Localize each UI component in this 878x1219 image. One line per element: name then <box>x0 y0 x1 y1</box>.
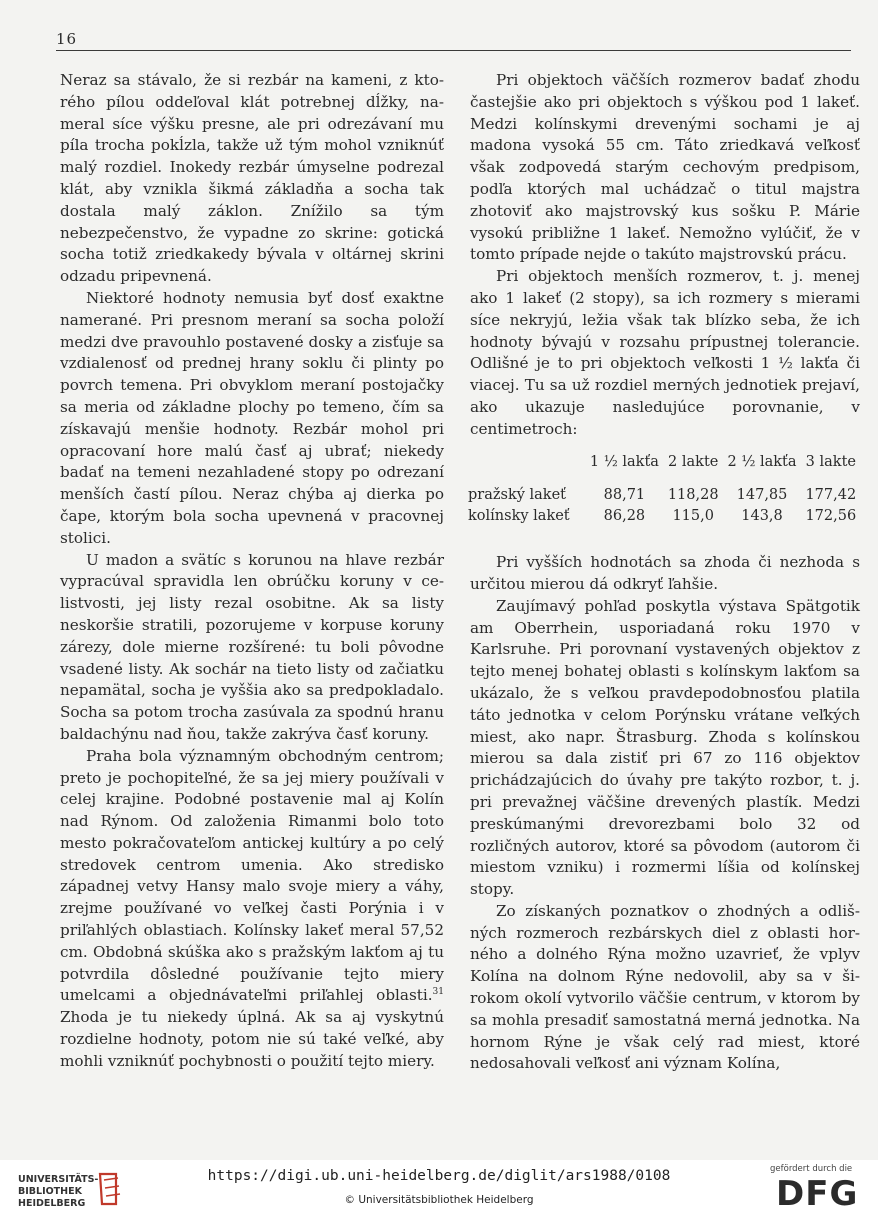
viewer-footer <box>0 1160 878 1219</box>
table-header-blank <box>468 453 585 485</box>
table-header: 3 lakte <box>805 453 856 470</box>
left-column <box>60 70 444 1073</box>
funder-caption: gefördert durch die <box>770 1164 853 1174</box>
left-paragraph-4-text: Praha bola významným obchodným centrom; preto je pochopiteľné, že sa jej miery používali v celej krajine. Podobné postavenie mal aj Kolín nad Rýnom. Od založenia Rimanmi bolo toto mesto pokračovateľom antickej kultúry a po celý stredovek centrom umenia. Ako stredisko západnej vetvy Hansy malo svoje miery a váhy, zrejme používané vo veľkej časti Porýnia i v priľahlých oblastiach. Kolínsky lakeť meral 57,52 cm. Obdobná skúška ako s pražským lakťom aj tu potvrdila dôsledné používanie tejto miery umelcami a objednávateľmi priľahlej oblasti. <box>60 746 444 1005</box>
left-paragraph-4 <box>60 746 444 1073</box>
comparison-table <box>468 453 860 529</box>
left-paragraph-1: Neraz sa stávalo, že si rezbár na kameni, z ktorého pílou oddeľoval klát potrebnej dĺžky, nameral síce výšku presne, ale pri odrezávaní mu píla trocha pokĺzla, takže už tým mohol vzniknúť malý rozdiel. Inokedy rezbár úmyselne podrezal klát, aby vznikla šikmá základňa a socha tak dostala malý záklon. Znížilo sa tým nebezpečenstvo, že vypadne zo skrine: gotická socha totiž zriedkakedy bývala v oltárnej skrini odzadu pripevnená. <box>60 71 444 286</box>
left-paragraph-2: Niektoré hodnoty nemusia byť dosť exaktne namerané. Pri presnom meraní sa socha položí medzi dve pravouhlo postavené dosky a zisťuje sa vzdialenosť od prednej hrany soklu či plinty po povrch temena. Pri obvyklom meraní postojačky sa meria od základne plochy po temeno, čím sa získavajú menšie hodnoty. Rezbár mohol pri opracovaní hore malú časť aj ubrať; niekedy badať na temeni nezahladené stopy po odrezaní menších častí pílou. Neraz chýba aj dierka po čape, ktorým bola socha upevnená v pracovnej stolici. <box>60 288 444 547</box>
dfg-logo[interactable]: DFG <box>776 1174 859 1214</box>
library-name: UNIVERSITÄTS- BIBLIOTHEK HEIDELBERG <box>18 1174 99 1209</box>
left-paragraph-4-tail: Zhoda je tu niekedy úplná. Ak sa aj vyskytnú rozdielne hodnoty, potom nie sú také veľké, aby mohli vzniknúť pochybnosti o použití tejto miery. <box>60 1008 444 1070</box>
left-paragraph-3: U madon a svätíc s korunou na hlave rezbár vypracúval spravidla len obrúčku koruny v celistvosti, jej listy rezal osobitne. Ak sa listy neskoršie stratili, pozorujeme v korpuse koruny zárezy, dole mierne rozšírené: tu boli pôvodne vsadené listy. Ak sochár na tieto listy od začiatku nepamätal, socha je vyššia ako sa predpokladalo. Socha sa potom trocha zasúvala za spodnú hranu baldachýnu nad ňou, takže zakrýva časť koruny. <box>60 550 444 743</box>
table-cell: 147,85 <box>736 486 788 503</box>
copyright-notice: © Universitätsbibliothek Heidelberg <box>344 1194 534 1206</box>
right-paragraph-2: Pri objektoch menších rozmerov, t. j. menej ako 1 lakeť (2 stopy), sa ich rozmery s mierami síce nekryjú, ležia však tak blízko seba, že ich hodnoty bývajú v rozsahu prípustnej tolerancie. Odlišné je to pri objektoch veľkosti 1 ½ lakťa či viacej. Tu sa už rozdiel merných jednotiek prejaví, ako ukazuje nasledujúce porovnanie, v centimetroch: <box>470 267 860 438</box>
table-header-row <box>468 453 860 485</box>
table-cell: 143,8 <box>741 508 783 525</box>
table-cell: 172,56 <box>805 508 857 525</box>
permalink-url[interactable]: https://digi.ub.uni-heidelberg.de/diglit/ars1988/0108 <box>207 1168 671 1184</box>
table-cell: 118,28 <box>667 486 719 503</box>
right-paragraph-1: Pri objektoch väčších rozmerov badať zhodu častejšie ako pri objektoch s výškou pod 1 lakeť. Medzi kolínskymi drevenými sochami je aj madona vysoká 55 cm. Táto zriedkavá veľkosť však zodpovedá starým cechovým predpisom, podľa ktorých mal uchádzač o titul majstra zhotoviť ako majstrovský kus sošku P. Márie vysokú približne 1 lakeť. Nemožno vylúčiť, že v tomto prípade nejde o takúto majstrovskú prácu. <box>470 71 860 264</box>
table-row <box>468 485 860 507</box>
table-cell: 115,0 <box>672 508 714 525</box>
table-header: 2 lakte <box>668 453 719 470</box>
right-paragraph-4: Zaujímavý pohľad poskytla výstava Spätgotik am Oberrhein, usporiadaná roku 1970 v Karlsruhe. Pri porovnaní vystavených objektov z tejto menej bohatej oblasti s kolínskym lakťom sa ukázalo, že s veľkou pravdepodobnosťou platila táto jednotka v celom Porýnsku vrátane veľkých miest, ako napr. Štrasburg. Zhoda s kolínskou mierou sa dala zistiť pri 67 zo 116 objektov prichádzajúcich do úvahy pre takýto rozbor, t. j. pri prevažnej väčšine drevených plastík. Medzi preskúmanými drevorezbami bolo 32 od rozličných autorov, ktoré sa pôvodom (autorom či miestom vzniku) i rozmermi líšia od kolínskej stopy. <box>470 596 860 899</box>
page-number: 16 <box>56 30 78 48</box>
header-rule <box>56 50 851 51</box>
table-row-label: kolínsky lakeť <box>468 508 570 525</box>
table-header: 2 ½ lakťa <box>727 453 797 470</box>
right-paragraph-5: Zo získaných poznatkov o zhodných a odlišných rozmeroch rezbárskych diel z oblasti horného a dolného Rýna možno uzavrieť, že vplyv Kolína na dolnom Rýne nedovolil, aby sa v širokom okolí vytvorilo väčšie centrum, v ktorom by sa mohla presadiť samostatná merná jednotka. Na hornom Rýne je však celý rad miest, ktoré nedosahovali veľkosť ani význam Kolína, <box>470 901 860 1073</box>
table-cell: 88,71 <box>603 486 646 503</box>
table-row <box>468 506 860 528</box>
right-paragraph-3: Pri vyšších hodnotách sa zhoda či nezhoda s určitou mierou dá odkryť ľahšie. <box>470 553 860 593</box>
table-cell: 177,42 <box>805 486 857 503</box>
right-column <box>470 70 860 1075</box>
table-header: 1 ½ lakťa <box>589 453 659 470</box>
table-cell: 86,28 <box>603 508 646 525</box>
footnote-reference: 31 <box>432 987 444 998</box>
table-row-label: pražský lakeť <box>468 486 567 503</box>
